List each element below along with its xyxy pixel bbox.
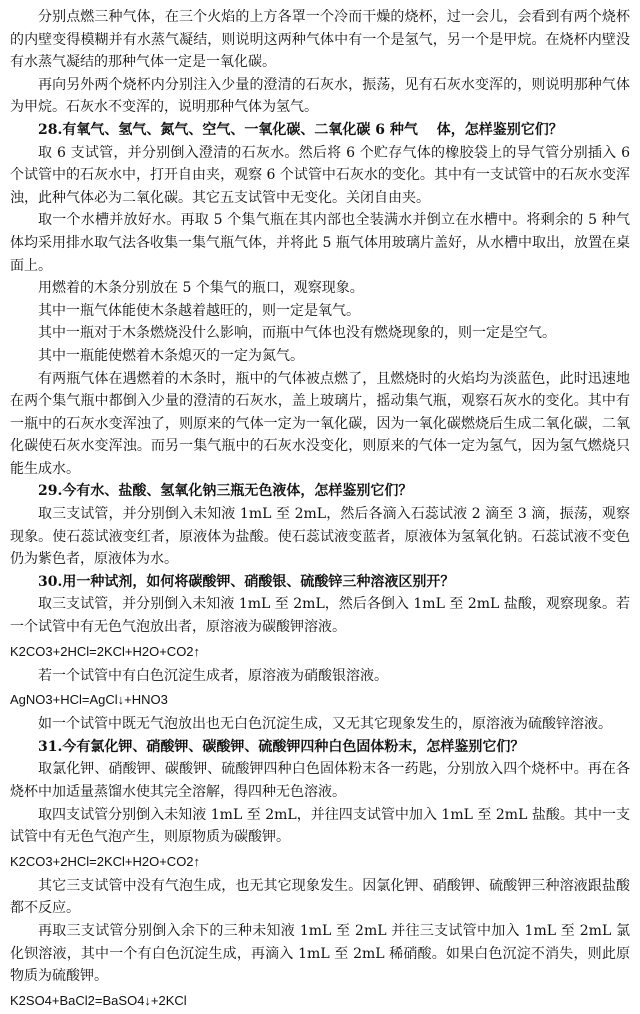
- paragraph: 其中一瓶对于木条燃烧没什么影响，而瓶中气体也没有燃烧现象的，则一定是空气。: [38, 325, 556, 342]
- paragraph: 分别点燃三种气体，在三个火焰的上方各罩一个冷而干燥的烧杯，过一会儿，会看到有两个烧杯的内壁变得模糊并有水蒸气凝结，则说明这两种气体中有一个是氢气，另一个是甲烷。在烧杯内壁没有水蒸气凝结的那种气体一定是一氧化碳。: [10, 9, 630, 71]
- chemical-equation: AgNO3+HCl=AgCl↓+HNO3: [10, 692, 168, 708]
- chemical-equation: K2CO3+2HCl=2KCl+H2O+CO2↑: [10, 853, 201, 869]
- chemical-equation: K2SO4+BaCl2=BaSO4↓+2KCl: [10, 992, 187, 1008]
- paragraph: 用燃着的木条分别放在 5 个集气的瓶口，观察现象。: [38, 280, 364, 297]
- question-heading-29: 29.今有水、盐酸、氢氧化钠三瓶无色液体，怎样鉴别它们？: [38, 483, 413, 500]
- paragraph: 取四支试管分别倒入未知液 1mL 至 2mL，并往四支试管中加入 1mL 至 2mL 盐酸。其中一支试管中有无色气泡产生，则原物质为碳酸钾。: [10, 806, 630, 846]
- paragraph: 其中一瓶气体能使木条越着越旺的，则一定是氧气。: [38, 302, 360, 319]
- paragraph: 取三支试管，并分别倒入未知液 1mL 至 2mL，然后各倒入 1mL 至 2mL 盐酸，观察现象。若一个试管中有无色气泡放出者，原溶液为碳酸钾溶液。: [10, 596, 630, 636]
- paragraph: 再取三支试管分别倒入余下的三种未知液 1mL 至 2mL 并往三支试管中加入 1mL 至 2mL 氯化钡溶液，其中一个有白色沉淀生成，再滴入 1mL 至 2mL 稀硝酸。如果白色沉淀不消失，则此原物质为硫酸钾。: [10, 922, 630, 985]
- paragraph: 其中一瓶能使燃着木条熄灭的一定为氮气。: [38, 347, 304, 364]
- question-heading-30: 30.用一种试剂，如何将碳酸钾、硝酸银、硫酸锌三种溶液区别开？: [38, 573, 455, 590]
- paragraph: 再向另外两个烧杯内分别注入少量的澄清的石灰水，振荡，见有石灰水变浑的，则说明那种气体为甲烷。石灰水不变浑的，说明那种气体为氢气。: [10, 76, 630, 116]
- question-heading-31: 31.今有氯化钾、硝酸钾、碳酸钾、硫酸钾四种白色固体粉末，怎样鉴别它们？: [38, 738, 525, 755]
- question-heading-28: 28.有氧气、氢气、氮气、空气、一氧化碳、二氧化碳 6 种气 体，怎样鉴别它们？: [38, 121, 563, 138]
- paragraph: 取一个水槽并放好水。再取 5 个集气瓶在其内部也全装满水并倒立在水槽中。将剩余的 5 种气体均采用排水取气法各收集一集气瓶气体，并将此 5 瓶气体用玻璃片盖好，从水槽中取出，放置在桌面上。: [10, 212, 630, 274]
- paragraph: 如一个试管中既无气泡放出也无白色沉淀生成，又无其它现象发生的，原溶液为硫酸锌溶液。: [38, 716, 612, 733]
- paragraph: 取氯化钾、硝酸钾、碳酸钾、硫酸钾四种白色固体粉末各一药匙，分别放入四个烧杯中。再在各烧杯中加适量蒸馏水使其完全溶解，得四种无色溶液。: [10, 761, 630, 800]
- chemical-equation: K2CO3+2HCl=2KCl+H2O+CO2↑: [10, 643, 201, 659]
- paragraph: 有两瓶气体在遇燃着的木条时，瓶中的气体被点燃了，且燃烧时的火焰均为淡蓝色，此时迅速地在两个集气瓶中都倒入少量的澄清的石灰水，盖上玻璃片，摇动集气瓶，观察石灰水的变化。其中有一瓶中的石灰水变浑浊了，则原来的气体一定为一氧化碳，因为一氧化碳燃烧后生成二氧化碳，二氧化碳使石灰水变浑浊。而另一集气瓶中的石灰水没变化，则原来的气体一定为氢气，因为氢气燃烧只能生成水。: [10, 370, 630, 477]
- paragraph: 其它三支试管中没有气泡生成，也无其它现象发生。因氯化钾、硝酸钾、硫酸钾三种溶液跟盐酸都不反应。: [10, 877, 630, 917]
- paragraph: 若一个试管中有白色沉淀生成者，原溶液为硝酸银溶液。: [38, 667, 388, 684]
- paragraph: 取三支试管，并分别倒入未知液 1mL 至 2mL，然后各滴入石蕊试液 2 滴至 3 滴，振荡，观察现象。使石蕊试液变红者，原液体为盐酸。使石蕊试液变蓝者，原液体为氢氧化钠。石蕊试液不变色仍为紫色者，原液体为水。: [10, 506, 630, 568]
- paragraph: 取 6 支试管，并分别倒入澄清的石灰水。然后将 6 个贮存气体的橡胶袋上的导气管分别插入 6 个试管中的石灰水中，打开自由夹，观察 6 个试管中石灰水的变化。其中有一支试管中的石灰水变浑浊，此种气体必为二氧化碳。其它五支试管中无变化。关闭自由夹。: [10, 144, 630, 206]
